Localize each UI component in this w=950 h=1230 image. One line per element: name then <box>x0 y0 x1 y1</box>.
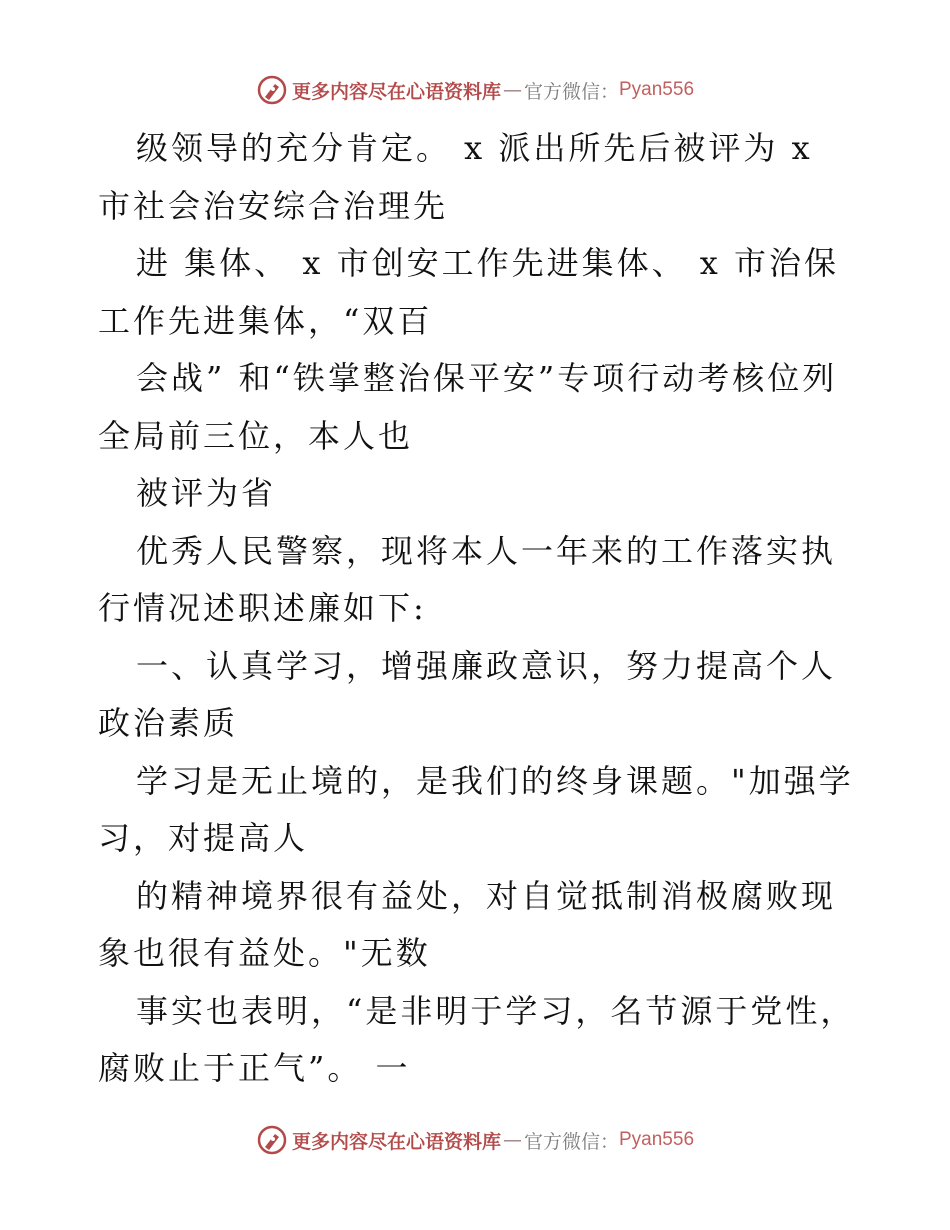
paragraph: 学习是无止境的，是我们的终身课题。"加强学习，对提高人 <box>98 761 854 857</box>
paragraph: 的精神境界很有益处，对自觉抵制消极腐败现象也很有益处。"无数 <box>98 876 837 972</box>
paragraph: 进 集体、 x 市创安工作先进集体、 x 市治保工作先进集体，“双百 <box>98 244 839 340</box>
document-body <box>98 120 858 1098</box>
watermark-brand-text: 更多内容尽在心语资料库 <box>291 1130 501 1153</box>
watermark-footer <box>0 1120 950 1160</box>
watermark-wechat-id: Pyan556 <box>619 79 695 100</box>
paragraph: 会战” 和“铁掌整治保平安”专项行动考核位列全局前三位，本人也 <box>98 359 838 455</box>
watermark-official-label: 官方微信： <box>523 1130 619 1153</box>
watermark-separator: — <box>502 1129 522 1151</box>
watermark-wechat-id: Pyan556 <box>619 1129 695 1150</box>
paragraph: 优秀人民警察，现将本人一年来的工作落实执行情况述职述廉如下: <box>98 531 837 627</box>
pen-nib-icon <box>256 1124 288 1156</box>
watermark-header <box>0 70 950 110</box>
paragraph: 被评为省 <box>136 474 277 512</box>
pen-nib-icon <box>256 74 288 106</box>
watermark-separator: — <box>502 79 522 101</box>
paragraph: 事实也表明，“是非明于学习，名节源于党性，腐败止于正气”。 一 <box>98 991 856 1087</box>
watermark-official-label: 官方微信： <box>523 80 619 103</box>
paragraph: 级领导的充分肯定。 x 派出所先后被评为 x 市社会治安综合治理先 <box>98 129 813 225</box>
section-heading: 一、认真学习，增强廉政意识，努力提高个人政治素质 <box>98 646 837 742</box>
watermark-brand-text: 更多内容尽在心语资料库 <box>291 80 501 103</box>
